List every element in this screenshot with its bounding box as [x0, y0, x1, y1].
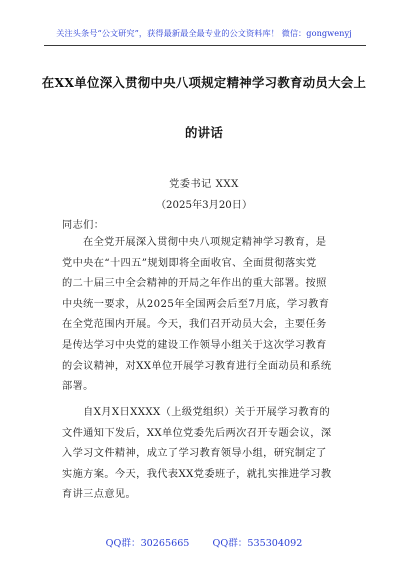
paragraph-2 [62, 403, 348, 506]
document-title-line-1: 在XX单位深入贯彻中央八项规定精神学习教育动员大会上 [41, 75, 367, 90]
header-divider [44, 45, 366, 46]
paragraph-line: 育讲三点意见。 [62, 489, 137, 501]
paragraph-line: 的二十届三中全会精神的开局之年作出的重大部署。按照 [62, 278, 327, 290]
paragraph-line: 在全党范围内开展。今天，我们召开动员大会，主要任务 [62, 319, 327, 331]
footer-qq-group-1: QQ群：30265665 [105, 538, 190, 549]
header-promo-note: 关注头条号“公文研究”，获得最新最全最专业的公文资料库！ 微信：gongwenyj [56, 28, 352, 38]
speech-date: （2025年3月20日） [155, 200, 253, 211]
paragraph-line: 入学习文件精神，成立了学习教育领导小组，研究制定了 [62, 448, 327, 460]
paragraph-line: 部署。 [62, 381, 94, 393]
paragraph-line: 文件通知下发后，XX单位党委先后两次召开专题会议，深 [62, 427, 332, 439]
paragraph-line: 是传达学习中央党的建设工作领导小组关于这次学习教育 [62, 339, 327, 351]
paragraph-line: 党中央在“十四五”规划即将全面收官、全面贯彻落实党 [62, 257, 317, 269]
paragraph-line: 中央统一要求，从2025年全国两会后至7月底，学习教育 [62, 298, 330, 310]
paragraph-1 [62, 233, 348, 398]
paragraph-line: 实施方案。今天，我代表XX党委班子，就扎实推进学习教 [62, 468, 332, 480]
footer-qq-group-2: QQ群：535304092 [212, 538, 303, 549]
speaker-author: 党委书记 XXX [169, 179, 239, 190]
paragraph-line: 在全党开展深入贯彻中央八项规定精神学习教育，是 [83, 237, 327, 248]
paragraph-line: 自X月X日XXXX（上级党组织）关于开展学习教育的 [83, 407, 331, 418]
footer-contact [0, 535, 408, 549]
document-title-line-2: 的讲话 [184, 125, 224, 140]
paragraph-line: 的会议精神，对XX单位开展学习教育进行全面动员和系统 [62, 360, 332, 372]
salutation: 同志们： [62, 220, 105, 231]
